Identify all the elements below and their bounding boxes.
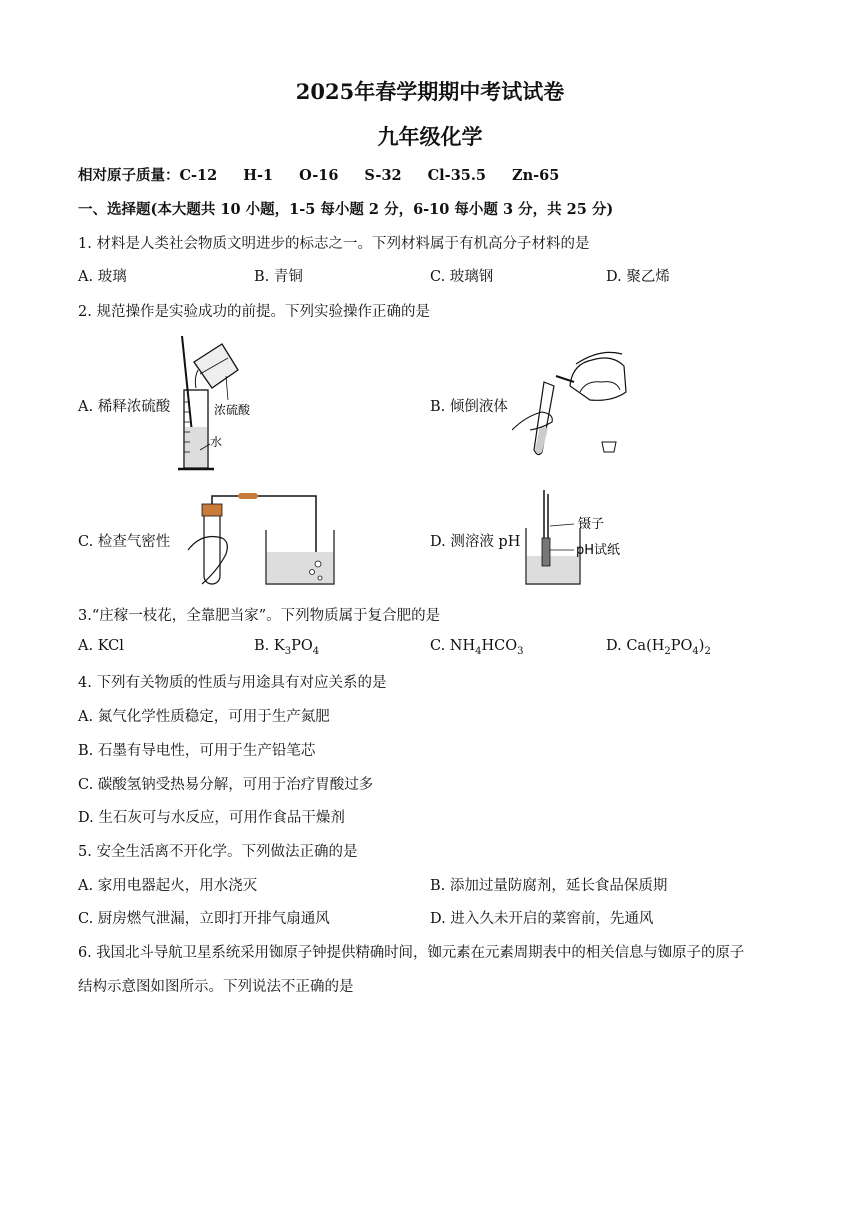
mass-item: S-32 bbox=[364, 167, 402, 184]
question-6-stem-line1: 6. 我国北斗导航卫星系统采用铷原子钟提供精确时间，铷元素在元素周期表中的相关信息与铷原子的原子 bbox=[78, 945, 745, 961]
reagent-bottle bbox=[570, 358, 626, 400]
atomic-masses bbox=[78, 164, 585, 185]
test-tube bbox=[204, 506, 220, 584]
q1-option-d: D. 聚乙烯 bbox=[606, 269, 670, 285]
question-5-stem: 5. 安全生活离不开化学。下列做法正确的是 bbox=[78, 844, 358, 860]
mass-item: Cl-35.5 bbox=[427, 167, 487, 184]
figure-pour-liquid bbox=[512, 346, 642, 458]
question-1-stem: 1. 材料是人类社会物质文明进步的标志之一。下列材料属于有机高分子材料的是 bbox=[78, 236, 590, 252]
q4-option-b: B. 石墨有导电性，可用于生产铅笔芯 bbox=[78, 743, 316, 759]
question-6-stem-line2: 结构示意图如图所示。下列说法不正确的是 bbox=[78, 979, 354, 995]
water-label: 水 bbox=[210, 435, 223, 449]
mass-item: O-16 bbox=[299, 167, 339, 184]
q4-option-d: D. 生石灰可与水反应，可用作食品干燥剂 bbox=[78, 810, 345, 826]
q1-option-b: B. 青铜 bbox=[254, 269, 303, 285]
q5-option-c: C. 厨房燃气泄漏，立即打开排气扇通风 bbox=[78, 911, 330, 927]
question-2-stem: 2. 规范操作是实验成功的前提。下列实验操作正确的是 bbox=[78, 304, 430, 320]
bottle-stopper bbox=[602, 442, 616, 452]
solution bbox=[527, 556, 579, 583]
q3-option-c: C. $NH_4HCO_3$ bbox=[430, 638, 524, 657]
q2-option-c: C. 检查气密性 bbox=[78, 534, 171, 550]
ph-paper bbox=[542, 538, 550, 566]
rubber-stopper bbox=[202, 504, 222, 516]
acid-stream bbox=[195, 370, 198, 388]
ph-paper-label: pH试纸 bbox=[576, 543, 621, 558]
q2-option-a: A. 稀释浓硫酸 bbox=[78, 399, 171, 415]
page-title: 2025年春学期期中考试试卷 bbox=[295, 79, 565, 104]
q3-option-b: B. $K_3PO_4$ bbox=[254, 638, 320, 657]
q5-option-d: D. 进入久未开启的菜窖前，先通风 bbox=[430, 911, 654, 927]
tweezers-label: 镊子 bbox=[578, 517, 605, 532]
section-heading: 一、选择题(本大题共 10 小题，1-5 每小题 2 分，6-10 每小题 3 分，共 25 分) bbox=[78, 201, 614, 218]
q1-option-a: A. 玻璃 bbox=[78, 269, 127, 285]
figure-ph-test bbox=[520, 488, 650, 588]
question-4-stem: 4. 下列有关物质的性质与用途具有对应关系的是 bbox=[78, 675, 387, 691]
question-3-stem: 3.“庄稼一枝花，全靠肥当家”。下列物质属于复合肥的是 bbox=[78, 608, 441, 624]
acid-beaker bbox=[194, 344, 238, 388]
beaker-water bbox=[267, 552, 333, 583]
tube-connector bbox=[238, 493, 258, 499]
q3-option-d: D. $Ca(H_2PO_4)_2$ bbox=[606, 638, 711, 657]
q4-option-a: A. 氮气化学性质稳定，可用于生产氮肥 bbox=[78, 709, 330, 725]
figure-airtightness bbox=[178, 488, 338, 588]
acid-label: 浓硫酸 bbox=[214, 403, 251, 417]
q3-option-a: A. KCl bbox=[78, 638, 124, 654]
q2-option-b: B. 倾倒液体 bbox=[430, 399, 508, 415]
atomic-masses-label: 相对原子质量： bbox=[78, 167, 180, 184]
water-liquid bbox=[185, 427, 207, 467]
mass-item: H-1 bbox=[243, 167, 274, 184]
mass-item: Zn-65 bbox=[512, 167, 560, 184]
q2-option-d: D. 测溶液 pH bbox=[430, 534, 521, 550]
page-subtitle: 九年级化学 bbox=[377, 124, 483, 149]
q4-option-c: C. 碳酸氢钠受热易分解，可用于治疗胃酸过多 bbox=[78, 777, 374, 793]
q5-option-b: B. 添加过量防腐剂，延长食品保质期 bbox=[430, 878, 668, 894]
q1-option-c: C. 玻璃钢 bbox=[430, 269, 494, 285]
figure-dilute-acid bbox=[170, 332, 280, 477]
mass-item: C-12 bbox=[179, 167, 218, 184]
q5-option-a: A. 家用电器起火，用水浇灭 bbox=[78, 878, 258, 894]
